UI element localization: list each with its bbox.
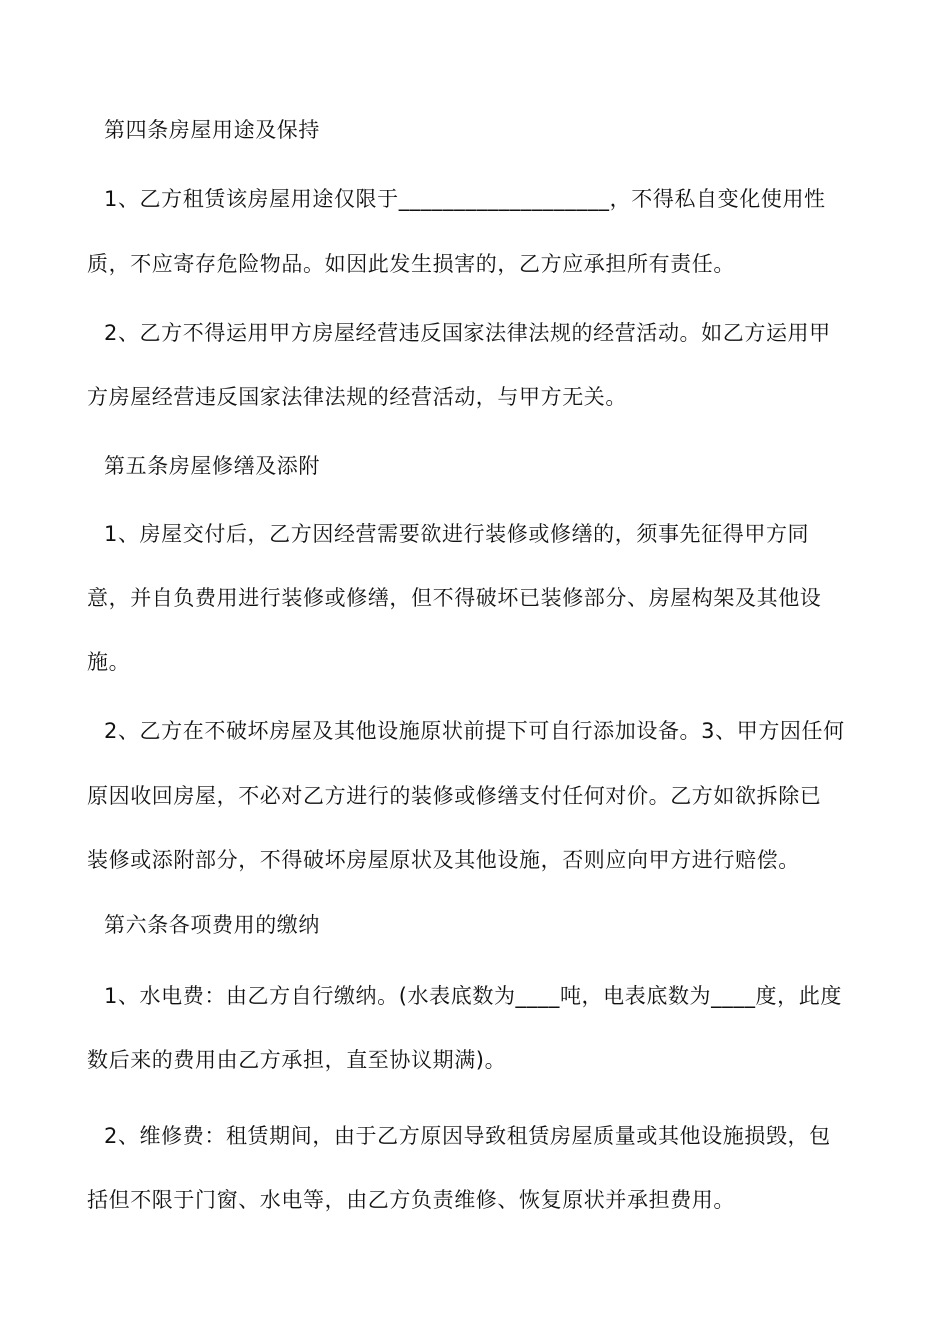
paragraph-line: 2、维修费：租赁期间，由于乙方原因导致租赁房屋质量或其他设施损毁，包 [104, 1124, 831, 1148]
paragraph-line: 原因收回房屋，不必对乙方进行的装修或修缮支付任何对价。乙方如欲拆除已 [87, 784, 822, 808]
article-5-heading: 第五条房屋修缮及添附 [104, 454, 320, 478]
paragraph-line: 1、乙方租赁该房屋用途仅限于___________________，不得私自变化使用性 [104, 187, 826, 211]
paragraph-line: 数后来的费用由乙方承担，直至协议期满)。 [87, 1048, 507, 1072]
paragraph-line: 1、房屋交付后，乙方因经营需要欲进行装修或修缮的，须事先征得甲方同 [104, 522, 810, 546]
article-4-heading: 第四条房屋用途及保持 [104, 118, 320, 142]
paragraph-line: 方房屋经营违反国家法律法规的经营活动，与甲方无关。 [87, 385, 627, 409]
article-6-heading: 第六条各项费用的缴纳 [104, 913, 320, 937]
paragraph-line: 质，不应寄存危险物品。如因此发生损害的，乙方应承担所有责任。 [87, 252, 735, 276]
paragraph-line: 装修或添附部分，不得破坏房屋原状及其他设施，否则应向甲方进行赔偿。 [87, 848, 800, 872]
paragraph-line: 2、乙方在不破坏房屋及其他设施原状前提下可自行添加设备。3、甲方因任何 [104, 719, 845, 743]
paragraph-line: 括但不限于门窗、水电等，由乙方负责维修、恢复原状并承担费用。 [87, 1188, 735, 1212]
paragraph-line: 1、水电费：由乙方自行缴纳。(水表底数为____吨，电表底数为____度，此度 [104, 984, 842, 1008]
paragraph-line: 施。 [87, 650, 131, 674]
paragraph-line: 2、乙方不得运用甲方房屋经营违反国家法律法规的经营活动。如乙方运用甲 [104, 321, 831, 345]
paragraph-line: 意，并自负费用进行装修或修缮，但不得破坏已装修部分、房屋构架及其他设 [87, 586, 822, 610]
